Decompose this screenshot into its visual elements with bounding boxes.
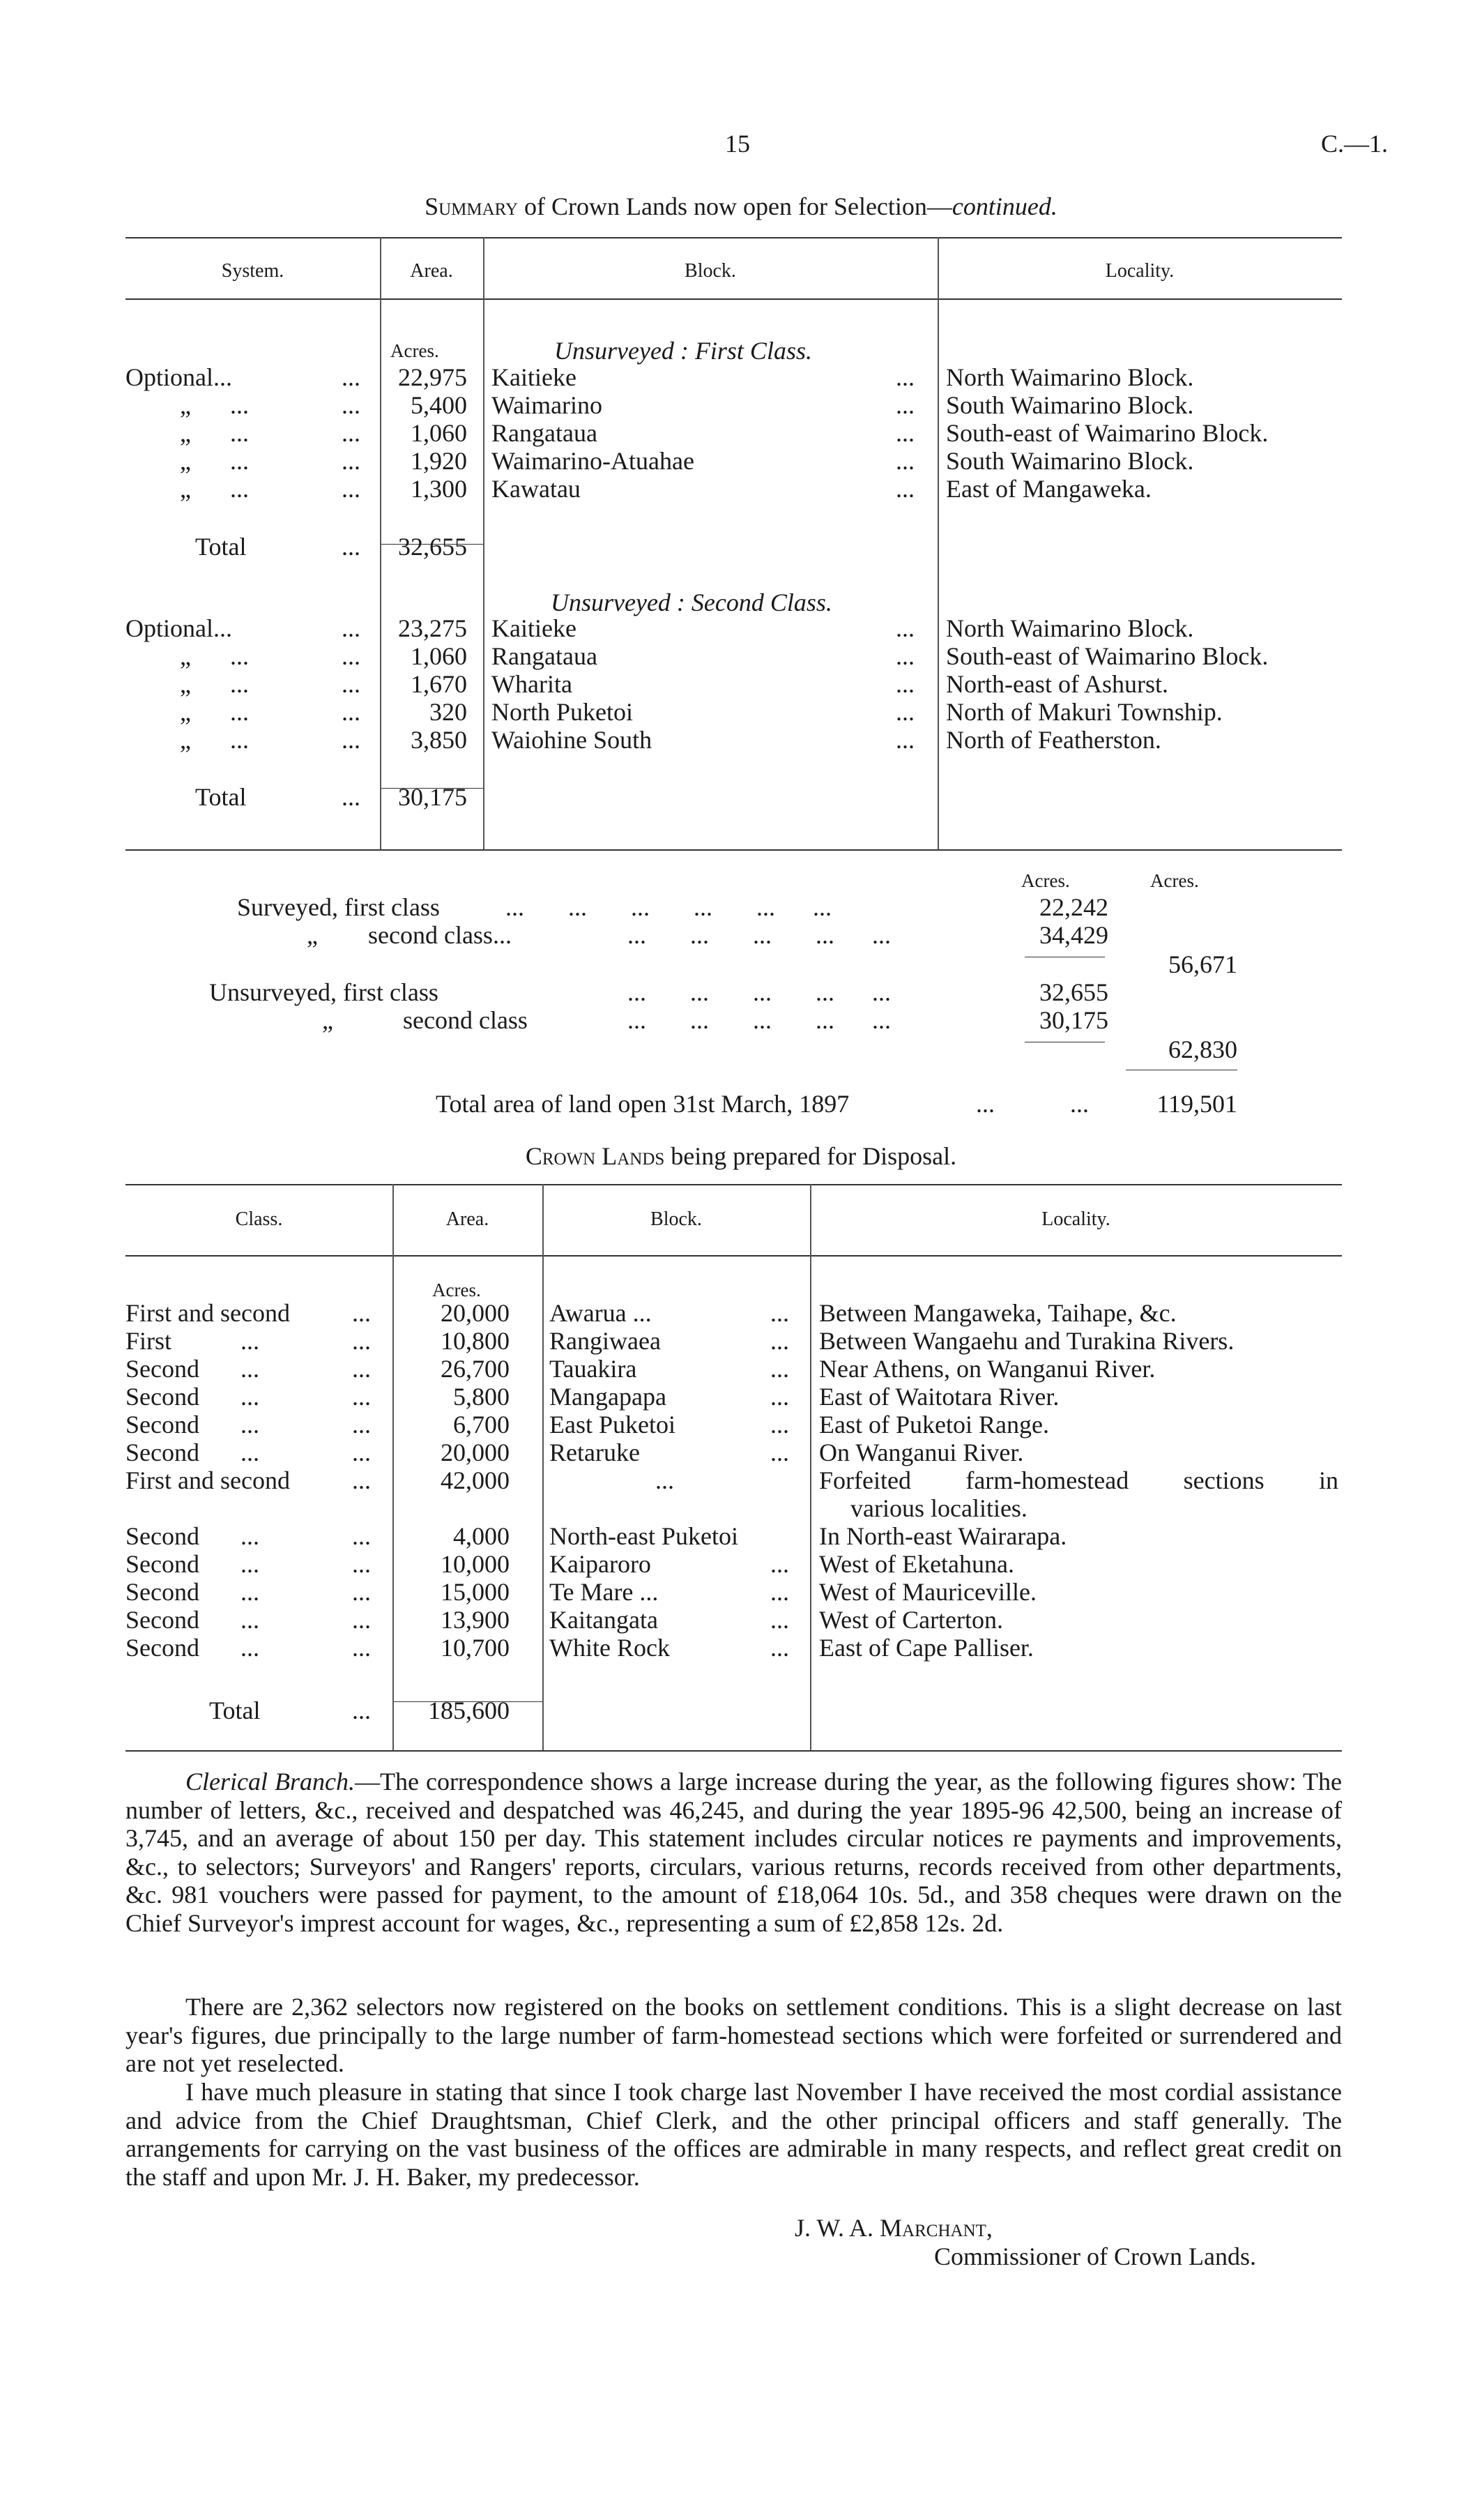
surveyed-second-label: second class...	[368, 921, 512, 949]
leader-dots: ...	[240, 1439, 259, 1466]
area-cell: 22,975	[398, 363, 467, 391]
unsurveyed-second-label: second class	[403, 1006, 528, 1034]
block-cell: Rangataua	[491, 419, 597, 447]
page-number: 15	[725, 130, 750, 158]
paragraph-clerical-branch: Clerical Branch.—The correspondence shows a large increase during the year, as the following figures show: The number of letters, &c., received and despatched was 46,245, and during the year 1895-96 42,500, being an increase of 3,745, and an average of about 150 per day. This statement includes circular notices re payments and improvements, &c., to selectors; Surveyors' and Rangers' reports, circulars, various returns, records received from other departments, &c. 981 vouchers were passed for payment, to the amount of £18,064 10s. 5d., and 358 cheques were drawn on the Chief Surveyor's imprest account for wages, &c., representing a sum of £2,858 12s. 2d.	[125, 1768, 1342, 1937]
block-cell: Kaitieke	[491, 363, 576, 391]
leader-dots: ...	[342, 419, 360, 447]
ditto-mark: „	[322, 1006, 333, 1034]
document-code: C.—1.	[1321, 130, 1389, 158]
leader-dots: ... ... ... ... ...	[627, 921, 891, 949]
block-cell: East Puketoi	[549, 1411, 675, 1439]
summary-table	[0, 0, 1482, 865]
locality-cell: West of Mauriceville.	[819, 1578, 1037, 1606]
leader-dots: ...	[770, 1606, 789, 1634]
leader-dots: ...	[240, 1383, 259, 1411]
area-cell: 320	[429, 698, 467, 726]
total-value: 30,175	[398, 783, 467, 811]
system-cell: Optional...	[125, 614, 232, 642]
col-header-block: Block.	[650, 1208, 702, 1230]
block-cell: Tauakira	[549, 1355, 637, 1383]
area-cell: 5,400	[411, 391, 467, 419]
class-cell: First and second	[125, 1466, 290, 1494]
surveyed-first-value: 22,242	[1039, 893, 1108, 921]
area-cell: 5,800	[453, 1383, 510, 1411]
area-cell: 20,000	[441, 1439, 510, 1466]
section-heading-second: Unsurveyed : Second Class.	[551, 589, 832, 616]
total-label: Total	[195, 783, 247, 811]
class-cell: Second	[125, 1578, 199, 1606]
system-cell: Optional...	[125, 363, 232, 391]
leader-dots: ...	[240, 1327, 259, 1355]
leader-dots: ...	[342, 363, 360, 391]
locality-cell: West of Carterton.	[819, 1606, 1004, 1634]
area-cell: 10,700	[441, 1634, 510, 1662]
class-cell: Second	[125, 1522, 199, 1550]
system-cell: „	[180, 419, 191, 447]
leader-dots: ...	[770, 1411, 789, 1439]
leader-dots: ...	[342, 475, 360, 503]
class-cell: First and second	[125, 1299, 290, 1327]
grand-total-label: Total area of land open 31st March, 1897	[436, 1090, 850, 1118]
area-cell: 1,670	[411, 670, 467, 698]
total-label: Total	[195, 533, 247, 561]
acres-header: Acres.	[1150, 870, 1199, 891]
leader-dots: ...	[770, 1634, 789, 1662]
locality-cell: East of Mangaweka.	[946, 475, 1152, 503]
locality-cell: North Waimarino Block.	[946, 363, 1194, 391]
leader-dots: ... ... ... ... ...	[627, 1006, 891, 1034]
block-cell: Kaitangata	[549, 1606, 658, 1634]
prepared-title: Crown Lands being prepared for Disposal.	[525, 1142, 957, 1170]
leader-dots: ...	[342, 670, 360, 698]
leader-dots: ...	[352, 1327, 371, 1355]
block-cell: North Puketoi	[491, 698, 633, 726]
area-cell: 23,275	[398, 614, 467, 642]
system-cell: „	[180, 726, 191, 754]
locality-cell-continued: various localities.	[850, 1494, 1028, 1522]
leader-dots: ...	[770, 1550, 789, 1578]
class-cell: Second	[125, 1634, 199, 1662]
area-cell: 1,920	[411, 447, 467, 475]
area-cell: 15,000	[441, 1578, 510, 1606]
block-cell: Te Mare ...	[549, 1578, 659, 1606]
col-header-system: System.	[221, 260, 284, 282]
total-value: 32,655	[398, 533, 467, 561]
block-cell: Kaiparoro	[549, 1550, 651, 1578]
leader-dots: ...	[342, 642, 360, 670]
area-cell: 26,700	[441, 1355, 510, 1383]
col-header-block: Block.	[685, 260, 736, 282]
leader-dots: ...	[342, 698, 360, 726]
area-cell: 6,700	[453, 1411, 510, 1439]
locality-cell: South Waimarino Block.	[946, 391, 1194, 419]
surveyed-second-value: 34,429	[1039, 921, 1108, 949]
leader-dots: ...	[230, 726, 249, 754]
locality-cell: Between Wangaehu and Turakina Rivers.	[819, 1327, 1235, 1355]
area-cell: 3,850	[411, 726, 467, 754]
ditto-mark: „	[307, 921, 318, 949]
grand-total-value: 119,501	[1156, 1090, 1237, 1118]
area-cell: 10,800	[441, 1327, 510, 1355]
leader-dots: ...	[352, 1383, 371, 1411]
leader-dots: ...	[240, 1411, 259, 1439]
leader-dots: ...	[770, 1355, 789, 1383]
leader-dots: ...	[352, 1697, 371, 1724]
leader-dots: ...	[352, 1522, 371, 1550]
leader-dots: ...	[352, 1634, 371, 1662]
leader-dots: ...	[240, 1355, 259, 1383]
section-heading-first: Unsurveyed : First Class.	[554, 337, 812, 365]
system-cell: „	[180, 391, 191, 419]
block-cell: Waiohine South	[491, 726, 652, 754]
locality-cell: North of Featherston.	[946, 726, 1161, 754]
leader-dots: ...	[896, 726, 915, 754]
block-cell: Waimarino	[491, 391, 603, 419]
paragraph-acknowledgement: I have much pleasure in stating that since I took charge last November I have received the most cordial assistance and advice from the Chief Draughtsman, Chief Clerk, and the other principal officers and staff generally. The arrangements for carrying on the vast business of the offices are admirable in many respects, and reflect great credit on the staff and upon Mr. J. H. Baker, my predecessor.	[125, 2078, 1342, 2191]
area-cell: 20,000	[441, 1299, 510, 1327]
area-cell: 4,000	[453, 1522, 510, 1550]
class-cell: Second	[125, 1439, 199, 1466]
acres-label: Acres.	[390, 340, 439, 361]
col-header-area: Area.	[445, 1208, 489, 1230]
system-cell: „	[180, 447, 191, 475]
block-cell: Kaitieke	[491, 614, 576, 642]
locality-cell: Near Athens, on Wanganui River.	[819, 1355, 1156, 1383]
leader-dots: ...	[352, 1439, 371, 1466]
area-cell: 42,000	[441, 1466, 510, 1494]
leader-dots: ...	[230, 391, 249, 419]
locality-cell: East of Waitotara River.	[819, 1383, 1060, 1411]
leader-dots: ...	[240, 1606, 259, 1634]
leader-dots: ...	[770, 1383, 789, 1411]
signature-title: Commissioner of Crown Lands.	[934, 2242, 1256, 2270]
block-cell: North-east Puketoi	[549, 1522, 738, 1550]
block-cell: Waimarino-Atuahae	[491, 447, 694, 475]
paragraph-selectors: There are 2,362 selectors now registered on the books on settlement conditions. This is a slight decrease on last year's figures, due principally to the large number of farm-homestead sections which were forfeited or surrendered and are not yet reselected.	[125, 1993, 1342, 2077]
area-cell: 1,060	[411, 642, 467, 670]
unsurveyed-second-value: 30,175	[1039, 1006, 1108, 1034]
leader-dots: ...	[896, 614, 915, 642]
leader-dots: ...	[352, 1355, 371, 1383]
leader-dots: ...	[230, 475, 249, 503]
col-header-area: Area.	[410, 260, 453, 282]
class-cell: Second	[125, 1355, 199, 1383]
leader-dots: ... ... ... ... ... ...	[505, 893, 832, 921]
leader-dots: ...	[352, 1411, 371, 1439]
leader-dots: ...	[240, 1550, 259, 1578]
leader-dots: ... ...	[976, 1090, 1089, 1118]
leader-dots: ...	[896, 391, 915, 419]
leader-dots: ...	[352, 1299, 371, 1327]
area-cell: 1,300	[411, 475, 467, 503]
block-cell: Rangataua	[491, 642, 597, 670]
leader-dots: ...	[342, 447, 360, 475]
block-cell: Awarua ...	[549, 1299, 652, 1327]
leader-dots: ...	[240, 1522, 259, 1550]
system-cell: „	[180, 698, 191, 726]
leader-dots: ...	[770, 1327, 789, 1355]
locality-cell: West of Eketahuna.	[819, 1550, 1015, 1578]
locality-cell: North Waimarino Block.	[946, 614, 1194, 642]
block-cell: ...	[655, 1466, 674, 1494]
area-cell: 13,900	[441, 1606, 510, 1634]
leader-dots: ... ... ... ... ...	[627, 978, 891, 1006]
unsurveyed-sum: 62,830	[1168, 1035, 1237, 1063]
leader-dots: ...	[230, 447, 249, 475]
block-cell: White Rock	[549, 1634, 670, 1662]
leader-dots: ...	[896, 363, 915, 391]
class-cell: First	[125, 1327, 172, 1355]
system-cell: „	[180, 670, 191, 698]
signature-name: J. W. A. Marchant,	[795, 2214, 993, 2242]
leader-dots: ...	[896, 698, 915, 726]
locality-cell: Forfeited farm-homestead sections in	[819, 1466, 1338, 1494]
leader-dots: ...	[230, 670, 249, 698]
col-header-locality: Locality.	[1105, 260, 1175, 282]
leader-dots: ...	[896, 447, 915, 475]
col-header-class: Class.	[235, 1208, 283, 1230]
acres-header: Acres.	[1021, 870, 1070, 891]
acres-label: Acres.	[432, 1280, 481, 1300]
leader-dots: ...	[342, 726, 360, 754]
block-cell: Rangiwaea	[549, 1327, 661, 1355]
total-value: 185,600	[428, 1697, 510, 1724]
class-cell: Second	[125, 1550, 199, 1578]
leader-dots: ...	[342, 614, 360, 642]
class-cell: Second	[125, 1411, 199, 1439]
leader-dots: ...	[230, 642, 249, 670]
surveyed-first-label: Surveyed, first class	[237, 893, 440, 921]
leader-dots: ...	[896, 670, 915, 698]
block-cell: Mangapapa	[549, 1383, 666, 1411]
block-cell: Retaruke	[549, 1439, 640, 1466]
locality-cell: South Waimarino Block.	[946, 447, 1194, 475]
block-cell: Kawatau	[491, 475, 581, 503]
system-cell: „	[180, 642, 191, 670]
leader-dots: ...	[240, 1634, 259, 1662]
leader-dots: ...	[770, 1299, 789, 1327]
class-cell: Second	[125, 1383, 199, 1411]
system-cell: „	[180, 475, 191, 503]
locality-cell: South-east of Waimarino Block.	[946, 419, 1269, 447]
summary-title: Summary of Crown Lands now open for Selection—continued.	[425, 192, 1057, 220]
locality-cell: East of Cape Palliser.	[819, 1634, 1034, 1662]
surveyed-sum: 56,671	[1168, 950, 1237, 978]
leader-dots: ...	[352, 1466, 371, 1494]
unsurveyed-first-label: Unsurveyed, first class	[209, 978, 438, 1006]
leader-dots: ...	[352, 1578, 371, 1606]
locality-cell: North of Makuri Township.	[946, 698, 1223, 726]
leader-dots: ...	[352, 1550, 371, 1578]
area-cell: 10,000	[441, 1550, 510, 1578]
leader-dots: ...	[352, 1606, 371, 1634]
locality-cell: South-east of Waimarino Block.	[946, 642, 1269, 670]
area-cell: 1,060	[411, 419, 467, 447]
leader-dots: ...	[896, 475, 915, 503]
unsurveyed-first-value: 32,655	[1039, 978, 1108, 1006]
block-cell: Wharita	[491, 670, 572, 698]
locality-cell: In North-east Wairarapa.	[819, 1522, 1067, 1550]
leader-dots: ...	[770, 1578, 789, 1606]
leader-dots: ...	[342, 783, 360, 811]
leader-dots: ...	[230, 419, 249, 447]
leader-dots: ...	[342, 391, 360, 419]
locality-cell: North-east of Ashurst.	[946, 670, 1168, 698]
leader-dots: ...	[230, 698, 249, 726]
leader-dots: ...	[896, 642, 915, 670]
col-header-locality: Locality.	[1041, 1208, 1110, 1230]
total-label: Total	[209, 1697, 261, 1724]
locality-cell: Between Mangaweka, Taihape, &c.	[819, 1299, 1177, 1327]
locality-cell: East of Puketoi Range.	[819, 1411, 1049, 1439]
class-cell: Second	[125, 1606, 199, 1634]
leader-dots: ...	[770, 1439, 789, 1466]
locality-cell: On Wanganui River.	[819, 1439, 1024, 1466]
leader-dots: ...	[896, 419, 915, 447]
leader-dots: ...	[240, 1578, 259, 1606]
leader-dots: ...	[342, 533, 360, 561]
